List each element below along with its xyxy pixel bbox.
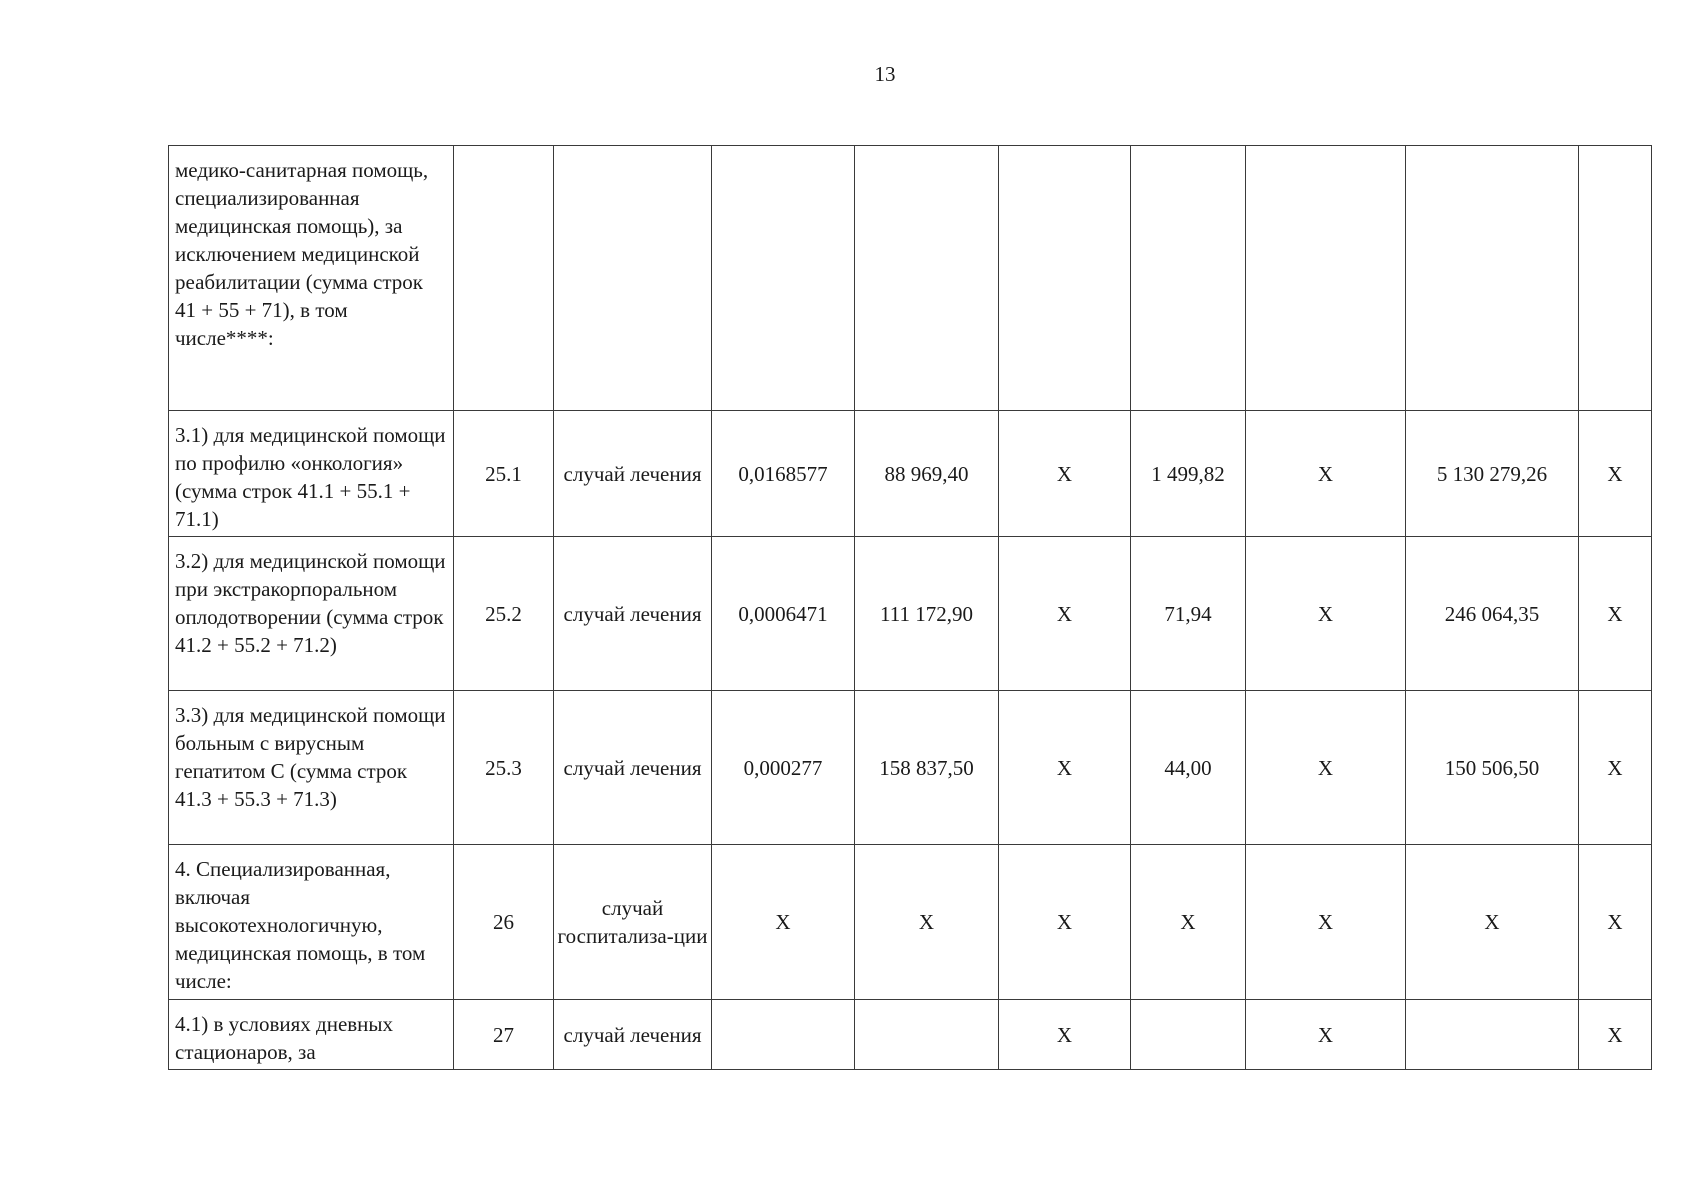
row-unit: случай лечения: [554, 411, 712, 537]
table-row: [169, 1000, 1652, 1070]
row-description: 3.2) для медицинской помощи при экстракорпоральном оплодотворении (сумма строк 41.2 + 55.2 + 71.2): [169, 537, 454, 691]
cell-col3: 0,0168577: [712, 411, 855, 537]
cell-col4: [855, 146, 999, 411]
cell-col4: 88 969,40: [855, 411, 999, 537]
cell-col5: [999, 146, 1131, 411]
cell-col7: X: [1246, 691, 1406, 845]
cell-col8: [1406, 146, 1579, 411]
cell-col8: 246 064,35: [1406, 537, 1579, 691]
document-table: [168, 145, 1652, 1070]
table-row: [169, 845, 1652, 1000]
cell-col5: X: [999, 691, 1131, 845]
table-row: [169, 146, 1652, 411]
page-number: 13: [874, 62, 896, 86]
row-description: медико-санитарная помощь, специализированная медицинская помощь), за исключением медицинской реабилитации (сумма строк 41 + 55 + 71), в том числе****:: [169, 146, 454, 411]
cell-col5: X: [999, 845, 1131, 1000]
table-row: [169, 691, 1652, 845]
row-unit: случай лечения: [554, 691, 712, 845]
row-code: 25.3: [454, 691, 554, 845]
row-code: [454, 146, 554, 411]
cell-col6: [1131, 1000, 1246, 1070]
cell-col4: [855, 1000, 999, 1070]
cell-col5: X: [999, 1000, 1131, 1070]
cell-col8: [1406, 1000, 1579, 1070]
row-description: 4. Специализированная, включая высокотехнологичную, медицинская помощь, в том числе:: [169, 845, 454, 1000]
cell-col4: X: [855, 845, 999, 1000]
cell-col3: [712, 1000, 855, 1070]
cell-col3: [712, 146, 855, 411]
cell-col4: 158 837,50: [855, 691, 999, 845]
cell-col6: 44,00: [1131, 691, 1246, 845]
cell-col3: X: [712, 845, 855, 1000]
cell-col3: 0,000277: [712, 691, 855, 845]
row-unit: случай госпитализа-ции: [554, 845, 712, 1000]
cell-col4: 111 172,90: [855, 537, 999, 691]
cell-col9: X: [1579, 691, 1652, 845]
cell-col9: X: [1579, 537, 1652, 691]
cell-col9: X: [1579, 411, 1652, 537]
cell-col7: X: [1246, 411, 1406, 537]
row-unit: случай лечения: [554, 1000, 712, 1070]
cell-col8: 150 506,50: [1406, 691, 1579, 845]
row-description: 4.1) в условиях дневных стационаров, за: [169, 1000, 454, 1070]
cell-col8: X: [1406, 845, 1579, 1000]
cell-col3: 0,0006471: [712, 537, 855, 691]
row-code: 25.2: [454, 537, 554, 691]
cell-col8: 5 130 279,26: [1406, 411, 1579, 537]
cell-col6: X: [1131, 845, 1246, 1000]
table-row: [169, 411, 1652, 537]
cell-col5: X: [999, 411, 1131, 537]
cell-col7: X: [1246, 845, 1406, 1000]
row-code: 27: [454, 1000, 554, 1070]
cell-col7: X: [1246, 537, 1406, 691]
row-description: 3.3) для медицинской помощи больным с вирусным гепатитом С (сумма строк 41.3 + 55.3 + 71.3): [169, 691, 454, 845]
row-description: 3.1) для медицинской помощи по профилю «онкология» (сумма строк 41.1 + 55.1 + 71.1): [169, 411, 454, 537]
cell-col5: X: [999, 537, 1131, 691]
cell-col7: X: [1246, 1000, 1406, 1070]
cell-col9: X: [1579, 1000, 1652, 1070]
cell-col9: X: [1579, 845, 1652, 1000]
cell-col7: [1246, 146, 1406, 411]
cell-col9: [1579, 146, 1652, 411]
table-row: [169, 537, 1652, 691]
row-unit: случай лечения: [554, 537, 712, 691]
cell-col6: [1131, 146, 1246, 411]
row-code: 26: [454, 845, 554, 1000]
cell-col6: 1 499,82: [1131, 411, 1246, 537]
row-code: 25.1: [454, 411, 554, 537]
row-unit: [554, 146, 712, 411]
cell-col6: 71,94: [1131, 537, 1246, 691]
